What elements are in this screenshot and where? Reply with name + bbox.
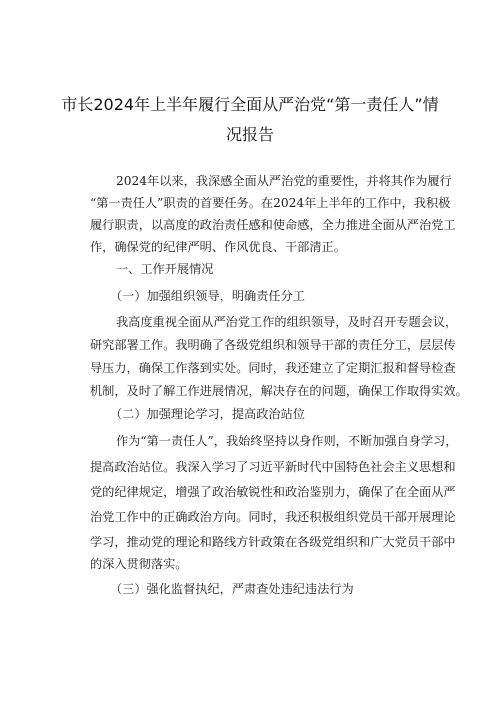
section-heading: 一、工作开展情况 bbox=[116, 262, 214, 276]
paragraph-line: “第一责任人”职责的首要任务。在2024年上半年的工作中，我积极 bbox=[90, 196, 451, 210]
document-title-line-1: 市长2024年上半年履行全面从严治党“第一责任人”情 bbox=[61, 95, 439, 114]
paragraph-line: 导压力，确保工作落到实处。同时，我还建立了定期汇报和督导检查 bbox=[90, 361, 456, 375]
subsection-heading: （三）强化监督执纪，严肃查处违纪违法行为 bbox=[110, 582, 354, 596]
paragraph-line: 机制，及时了解工作进展情况，解决存在的问题，确保工作取得实效。 bbox=[90, 384, 468, 398]
paragraph-line: 履行职责，以高度的政治责任感和使命感，全力推进全面从严治党工 bbox=[90, 218, 456, 232]
paragraph-line: 提高政治站位。我深入学习了习近平新时代中国特色社会主义思想和 bbox=[90, 460, 456, 474]
paragraph-line: 治党工作中的正确政治方向。同时，我还积极组织党员干部开展理论 bbox=[90, 510, 456, 524]
paragraph-line: 学习，推动党的理论和路线方针政策在各级党组织和广大党员干部中 bbox=[90, 535, 456, 549]
paragraph-line: 我高度重视全面从严治党工作的组织领导，及时召开专题会议， bbox=[116, 315, 458, 329]
paragraph-line: 2024年以来，我深感全面从严治党的重要性，并将其作为履行 bbox=[116, 174, 452, 188]
document-title-line-2: 况报告 bbox=[225, 125, 274, 144]
paragraph-line: 作，确保党的纪律严明、作风优良、干部清正。 bbox=[90, 240, 346, 254]
subsection-heading: （二）加强理论学习，提高政治站位 bbox=[110, 407, 305, 421]
paragraph-line: 研究部署工作。我明确了各级党组织和领导干部的责任分工，层层传 bbox=[90, 338, 456, 352]
subsection-heading: （一）加强组织领导，明确责任分工 bbox=[110, 289, 305, 303]
paragraph-line: 党的纪律规定，增强了政治敏锐性和政治鉴别力，确保了在全面从严 bbox=[90, 485, 456, 499]
paragraph-line: 作为“第一责任人”，我始终坚持以身作则，不断加强自身学习， bbox=[116, 434, 458, 448]
paragraph-line: 的深入贯彻落实。 bbox=[90, 557, 188, 571]
